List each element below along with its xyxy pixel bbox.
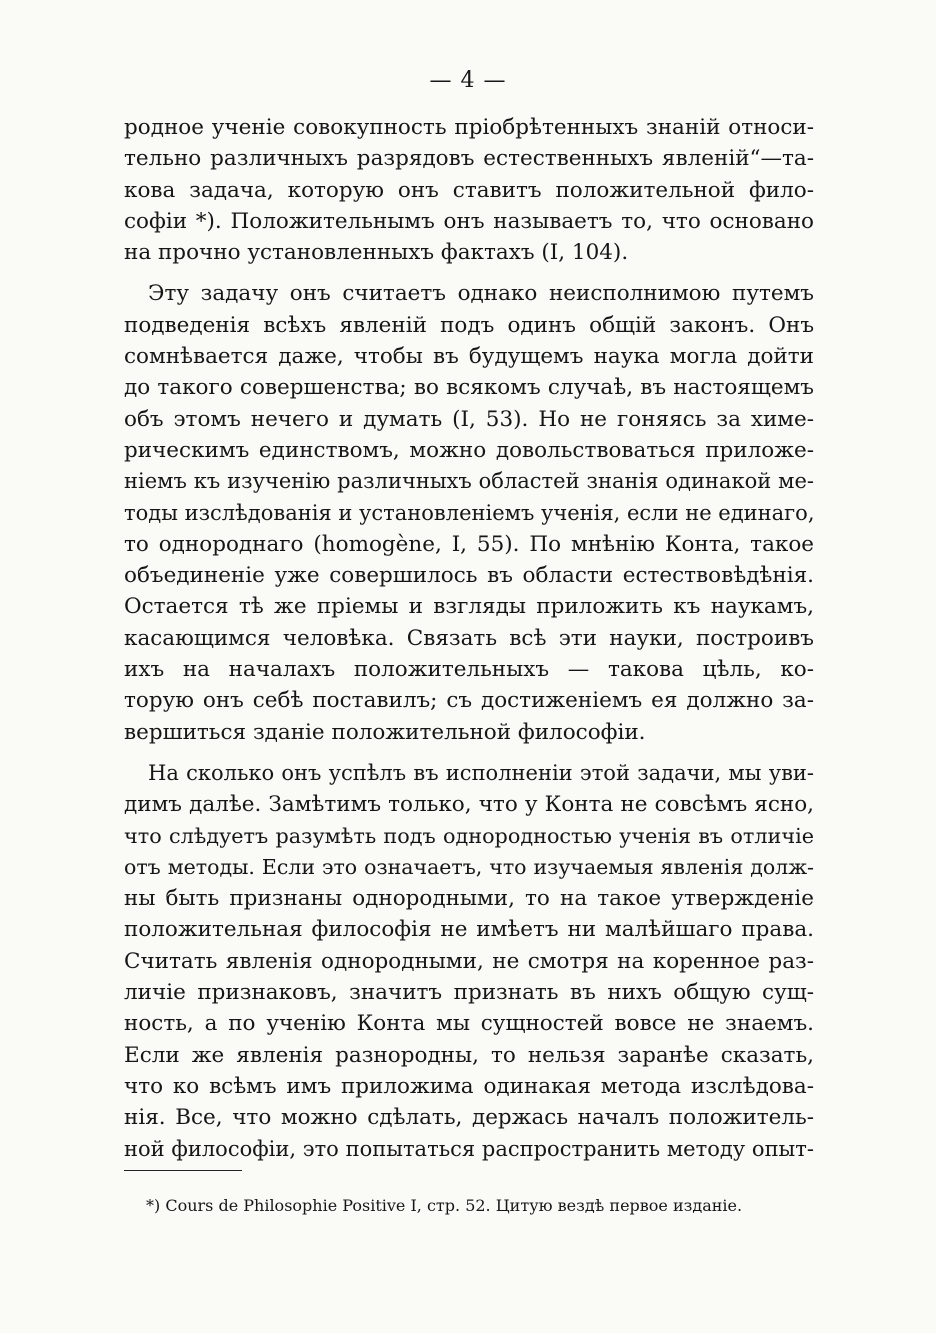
- text-line: касающимся человѣка. Связать всѣ эти науки, построивъ: [124, 625, 814, 651]
- text-line: объединеніе уже совершилось въ области естествовѣдѣнія.: [124, 563, 814, 589]
- text-line: ніемъ къ изученію различныхъ областей знанія одинакой ме-: [124, 469, 814, 494]
- text-line: на прочно установленныхъ фактахъ (I, 104).: [124, 240, 629, 266]
- text-line: ихъ на началахъ положительныхъ — такова цѣль, ко-: [124, 657, 814, 683]
- text-line: димъ далѣе. Замѣтимъ только, что у Конта не совсѣмъ ясно,: [124, 792, 814, 818]
- text-line: тельно различныхъ разрядовъ естественныхъ явленій“—та-: [124, 146, 814, 172]
- text-line: Считать явленія однородными, не смотря на коренное раз-: [124, 948, 814, 974]
- text-line: торую онъ себѣ поставилъ; съ достиженіемъ ея должно за-: [124, 688, 814, 714]
- text-line: вершиться зданіе положительной философіи.: [124, 719, 646, 745]
- text-line: отъ методы. Если это означаетъ, что изучаемыя явленія долж-: [124, 854, 814, 879]
- text-line: положительная философія не имѣетъ ни малѣйшаго права.: [124, 917, 814, 943]
- text-line: На сколько онъ успѣлъ въ исполненіи этой задачи, мы уви-: [148, 760, 814, 785]
- footnote: *) Cours de Philosophie Positive I, стр. 52. Цитую вездѣ первое изданіе.: [146, 1196, 743, 1215]
- text-line: объ этомъ нечего и думать (I, 53). Но не гоняясь за химе-: [124, 406, 814, 432]
- text-line: тоды изслѣдованія и установленіемъ ученія, если не единаго,: [124, 500, 814, 525]
- text-line: то однороднаго (homogène, I, 55). По мнѣнію Конта, такое: [124, 531, 814, 557]
- footnote-divider: [124, 1170, 242, 1171]
- page-number: — 4 —: [429, 68, 507, 93]
- text-line: сомнѣвается даже, чтобы въ будущемъ наука могла дойти: [124, 344, 814, 370]
- text-line: кова задача, которую онъ ставитъ положительной фило-: [124, 177, 814, 203]
- text-line: нія. Все, что можно сдѣлать, держась началъ положитель-: [124, 1105, 814, 1131]
- text-line: что ко всѣмъ имъ приложима одинакая метода изслѣдова-: [124, 1073, 814, 1099]
- body-text: [124, 112, 814, 1175]
- text-line: Эту задачу онъ считаетъ однако неисполнимою путемъ: [148, 281, 814, 307]
- paragraph-2: [124, 278, 814, 747]
- text-line: ность, а по ученію Конта мы сущностей вовсе не знаемъ.: [124, 1011, 814, 1037]
- text-line: что слѣдуетъ разумѣть подъ однородностью ученія въ отличіе: [124, 823, 814, 848]
- text-line: рическимъ единствомъ, можно довольствоваться приложе-: [124, 437, 814, 463]
- text-line: софіи *). Положительнымъ онъ называетъ то, что основано: [124, 208, 814, 234]
- text-line: Остается тѣ же пріемы и взгляды приложить къ наукамъ,: [124, 594, 814, 620]
- text-line: Если же явленія разнородны, то нельзя заранѣе сказать,: [124, 1042, 814, 1068]
- paragraph-3: [124, 758, 814, 1165]
- text-line: родное ученіе совокупность пріобрѣтенныхъ знаній относи-: [124, 115, 814, 140]
- paragraph-1: [124, 112, 814, 268]
- text-line: ны быть признаны однородными, то на такое утвержденіе: [124, 886, 814, 912]
- text-line: до такого совершенства; во всякомъ случаѣ, въ настоящемъ: [124, 375, 814, 401]
- text-line: подведенія всѣхъ явленій подъ одинъ общій законъ. Онъ: [124, 312, 814, 338]
- text-line: ной философіи, это попытаться распространить методу опыт-: [124, 1136, 814, 1161]
- text-line: личіе признаковъ, значитъ признать въ нихъ общую сущ-: [124, 980, 814, 1006]
